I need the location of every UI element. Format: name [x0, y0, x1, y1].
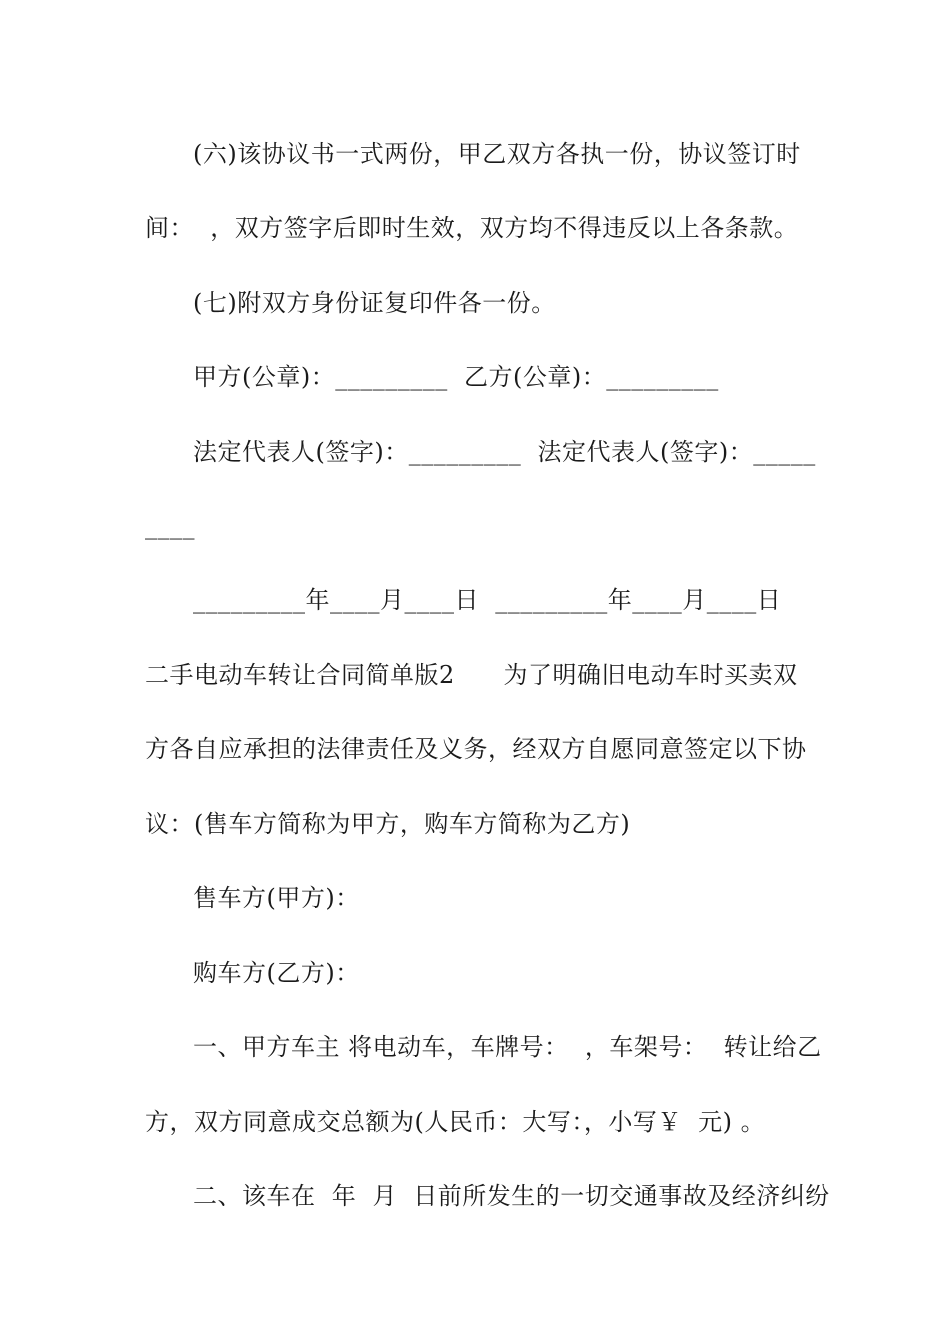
signature-representative-line: 法定代表人(签字)：_________ 法定代表人(签字)：_____ [193, 438, 816, 466]
signature-seal-line: 甲方(公章)：_________ 乙方(公章)：_________ [193, 363, 719, 391]
contract-title-and-intro-line-1: 二手电动车转让合同简单版2 为了明确旧电动车时买卖双 [145, 661, 798, 689]
paragraph-clause-6-line-1: (六)该协议书一式两份，甲乙双方各执一份，协议签订时 [193, 140, 801, 168]
article-1-line-2: 方，双方同意成交总额为(人民币：大写：，小写￥ 元) 。 [145, 1108, 766, 1136]
seller-party-label: 售车方(甲方)： [193, 884, 360, 912]
signature-representative-continuation: ____ [145, 512, 195, 540]
intro-line-2: 方各自应承担的法律责任及义务，经双方自愿同意签定以下协 [145, 735, 807, 763]
intro-line-3: 议：(售车方简称为甲方，购车方简称为乙方) [145, 810, 631, 838]
paragraph-clause-6-line-2: 间： ，双方签字后即时生效，双方均不得违反以上各条款。 [145, 214, 799, 242]
paragraph-clause-7: (七)附双方身份证复印件各一份。 [193, 289, 556, 317]
article-1-line-1: 一、甲方车主 将电动车，车牌号： ，车架号： 转让给乙 [193, 1033, 822, 1061]
article-2-line-1: 二、该车在 年 月 日前所发生的一切交通事故及经济纠纷 [193, 1182, 830, 1210]
signature-date-line: _________年____月____日 _________年____月____日 [193, 586, 782, 614]
buyer-party-label: 购车方(乙方)： [193, 959, 360, 987]
